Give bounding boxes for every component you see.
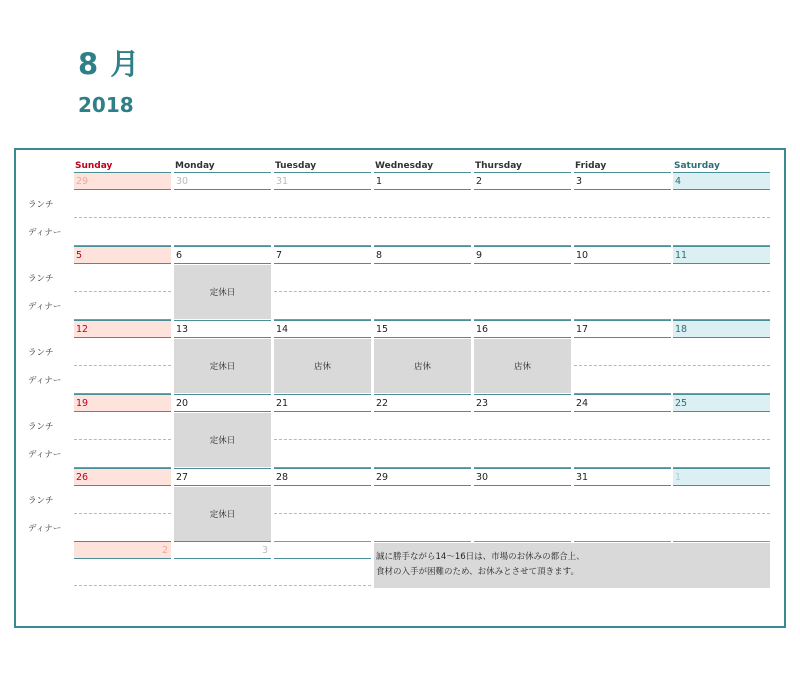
row-label-dinner: ディナー [28, 228, 62, 238]
day-number-cell: 23 [474, 394, 571, 412]
closed-day-block: 定休日 [174, 339, 271, 393]
day-number-cell: 29 [74, 172, 171, 190]
year-title: 2018 [78, 93, 134, 117]
month-title: 8 月 [78, 47, 141, 81]
day-number-cell: 31 [274, 172, 371, 190]
row-label-lunch: ランチ [28, 274, 54, 284]
day-number-cell: 13 [174, 320, 271, 338]
day-number-cell: 1 [673, 468, 770, 486]
day-number-cell: 30 [474, 468, 571, 486]
weekday-header-saturday: Saturday [674, 161, 720, 171]
closed-day-block: 定休日 [174, 487, 271, 541]
day-number-cell: 2 [474, 172, 571, 190]
day-number-cell: 15 [374, 320, 471, 338]
row-label-lunch: ランチ [28, 348, 54, 358]
day-number-cell: 18 [673, 320, 770, 338]
day-number-cell: 29 [374, 468, 471, 486]
closed-day-block: 店休 [274, 339, 371, 393]
day-number-cell: 4 [673, 172, 770, 190]
day-number-cell: 24 [574, 394, 671, 412]
day-number-cell: 10 [574, 246, 671, 264]
day-number-cell: 8 [374, 246, 471, 264]
day-number-cell: 21 [274, 394, 371, 412]
day-number-cell: 5 [74, 246, 171, 264]
weekday-header-monday: Monday [175, 161, 215, 171]
day-number-cell: 9 [474, 246, 571, 264]
weekday-header-sunday: Sunday [75, 161, 113, 171]
day-number-cell: 12 [74, 320, 171, 338]
row-label-dinner: ディナー [28, 376, 62, 386]
day-number-cell: 31 [574, 468, 671, 486]
day-number-cell: 26 [74, 468, 171, 486]
day-number-cell: 16 [474, 320, 571, 338]
closed-day-block: 店休 [474, 339, 571, 393]
row-label-dinner: ディナー [28, 302, 62, 312]
day-number-cell: 19 [74, 394, 171, 412]
calendar-frame [14, 148, 786, 628]
notice-line: 食材の入手が困難のため、お休みとさせて頂きます。 [376, 567, 579, 577]
weekday-header-friday: Friday [575, 161, 607, 171]
day-number-cell: 30 [174, 172, 271, 190]
notice-line: 誠に勝手ながら14～16日は、市場のお休みの都合上、 [376, 552, 585, 562]
day-number-cell: 3 [174, 541, 271, 559]
day-number-cell: 11 [673, 246, 770, 264]
row-label-dinner: ディナー [28, 450, 62, 460]
weekday-header-thursday: Thursday [475, 161, 522, 171]
day-number-cell: 1 [374, 172, 471, 190]
day-number-cell: 7 [274, 246, 371, 264]
row-label-lunch: ランチ [28, 200, 54, 210]
day-number-cell: 3 [574, 172, 671, 190]
weekday-header-wednesday: Wednesday [375, 161, 434, 171]
closed-day-block: 定休日 [174, 413, 271, 467]
day-number-cell: 27 [174, 468, 271, 486]
day-number-cell: 6 [174, 246, 271, 264]
day-number-cell: 2 [74, 541, 171, 559]
row-label-dinner: ディナー [28, 524, 62, 534]
day-number-cell: 22 [374, 394, 471, 412]
day-number-cell: 25 [673, 394, 770, 412]
day-number-cell: 28 [274, 468, 371, 486]
day-number-cell: 20 [174, 394, 271, 412]
row-label-lunch: ランチ [28, 496, 54, 506]
row-label-lunch: ランチ [28, 422, 54, 432]
day-number-cell: 14 [274, 320, 371, 338]
weekday-header-tuesday: Tuesday [275, 161, 317, 171]
closed-day-block: 店休 [374, 339, 471, 393]
closed-day-block: 定休日 [174, 265, 271, 319]
day-number-cell: 17 [574, 320, 671, 338]
